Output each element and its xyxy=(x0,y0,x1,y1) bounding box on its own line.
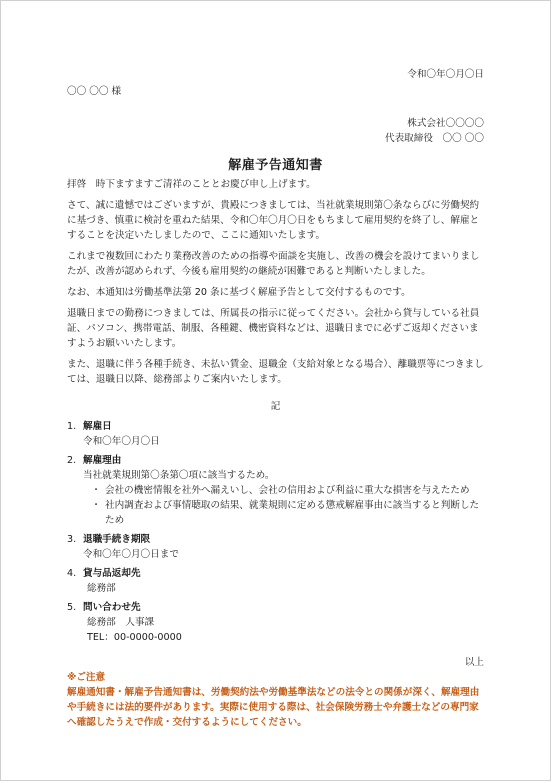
item-number: 5. xyxy=(67,602,77,613)
issue-date: 令和〇年〇月〇日 xyxy=(407,69,484,80)
item-number: 4. xyxy=(67,568,77,579)
company-name: 株式会社〇〇〇〇 xyxy=(407,118,484,129)
document-title: 解雇予告通知書 xyxy=(228,158,323,173)
item-line: 当社就業規則第〇条第〇項に該当するため。 xyxy=(83,470,275,481)
closing-word: 以上 xyxy=(464,657,484,668)
body-paragraph: これまで複数回にわたり業務改善のための指導や面談を実施し、改善の機会を設けてまいりましたが、改善が認められず、今後も雇用契約の継続が困難であると判断いたしました。 xyxy=(67,251,480,277)
list-item-return-destination xyxy=(67,566,484,596)
sender-block xyxy=(67,116,484,146)
bullet-text: 会社の機密情報を社外へ漏えいし、会社の信用および利益に重大な損害を与えたため xyxy=(105,485,470,496)
list-item-procedure-deadline xyxy=(67,532,484,562)
body-paragraph: 退職日までの勤務につきましては、所属長の指示に従ってください。会社から貸与している社員証、パソコン、携帯電話、制服、各種鍵、機密資料などは、退職日までに必ずご返却くださいますようお願いいたします。 xyxy=(67,308,480,349)
item-number: 2. xyxy=(67,455,77,466)
item-number: 1. xyxy=(67,421,77,432)
document-content xyxy=(67,67,484,730)
note-text: 解雇通知書・解雇予告通知書は、労働契約法や労働基準法などの法令との関係が深く、解雇理由や手続きには法的要件があります。実際に使用する際は、社会保険労務士や弁護士などの専門家へ確認したうえで作成・交付するようにしてください。 xyxy=(67,687,480,728)
item-title: 退職手続き期限 xyxy=(83,534,151,545)
list-item-dismissal-reason xyxy=(67,453,484,528)
body-paragraph: さて、誠に遺憾ではございますが、貴殿につきましては、当社就業規則第〇条ならびに労働契約に基づき、慎重に検討を重ねた結果、令和〇年〇月〇日をもちまして雇用契約を終了し、解雇とすることを決定いたしましたので、ここに通知いたします。 xyxy=(67,200,480,241)
caution-note xyxy=(67,670,484,730)
recipient-name: 〇〇 〇〇 様 xyxy=(67,86,122,97)
representative-name: 代表取締役 〇〇 〇〇 xyxy=(385,133,484,144)
item-title: 解雇理由 xyxy=(83,455,122,466)
item-line: TEL：00-0000-0000 xyxy=(87,632,182,643)
ki-heading: 記 xyxy=(270,401,281,412)
body-paragraph: なお、本通知は労働基準法第 20 条に基づく解雇予告として交付するものです。 xyxy=(67,287,411,298)
item-line: 令和〇年〇月〇日 xyxy=(83,436,160,447)
bullet-dot-icon: ・ xyxy=(91,500,101,511)
item-line: 総務部 人事課 xyxy=(87,617,155,628)
bullet-dot-icon: ・ xyxy=(91,485,101,496)
item-line: 総務部 xyxy=(87,583,116,594)
body-paragraph: また、退職に伴う各種手続き、未払い賃金、退職金（支給対象となる場合）、離職票等につきましては、退職日以降、総務部よりご案内いたします。 xyxy=(67,359,484,385)
item-line: 令和〇年〇月〇日まで xyxy=(83,549,179,560)
item-title: 問い合わせ先 xyxy=(83,602,141,613)
item-title: 解雇日 xyxy=(83,421,112,432)
bullet-text: 社内調査および事情聴取の結果、就業規則に定める懲戒解雇事由に該当すると判断したため xyxy=(105,500,480,526)
reason-bullet xyxy=(83,498,484,528)
list-item-contact xyxy=(67,600,484,645)
item-number: 3. xyxy=(67,534,77,545)
greeting-paragraph: 拝啓 時下ますますご清祥のこととお慶び申し上げます。 xyxy=(67,179,316,190)
item-title: 貸与品返却先 xyxy=(83,568,141,579)
list-item-dismissal-date xyxy=(67,419,484,449)
note-heading: ※ご注意 xyxy=(67,672,106,683)
reason-bullet xyxy=(83,483,484,498)
